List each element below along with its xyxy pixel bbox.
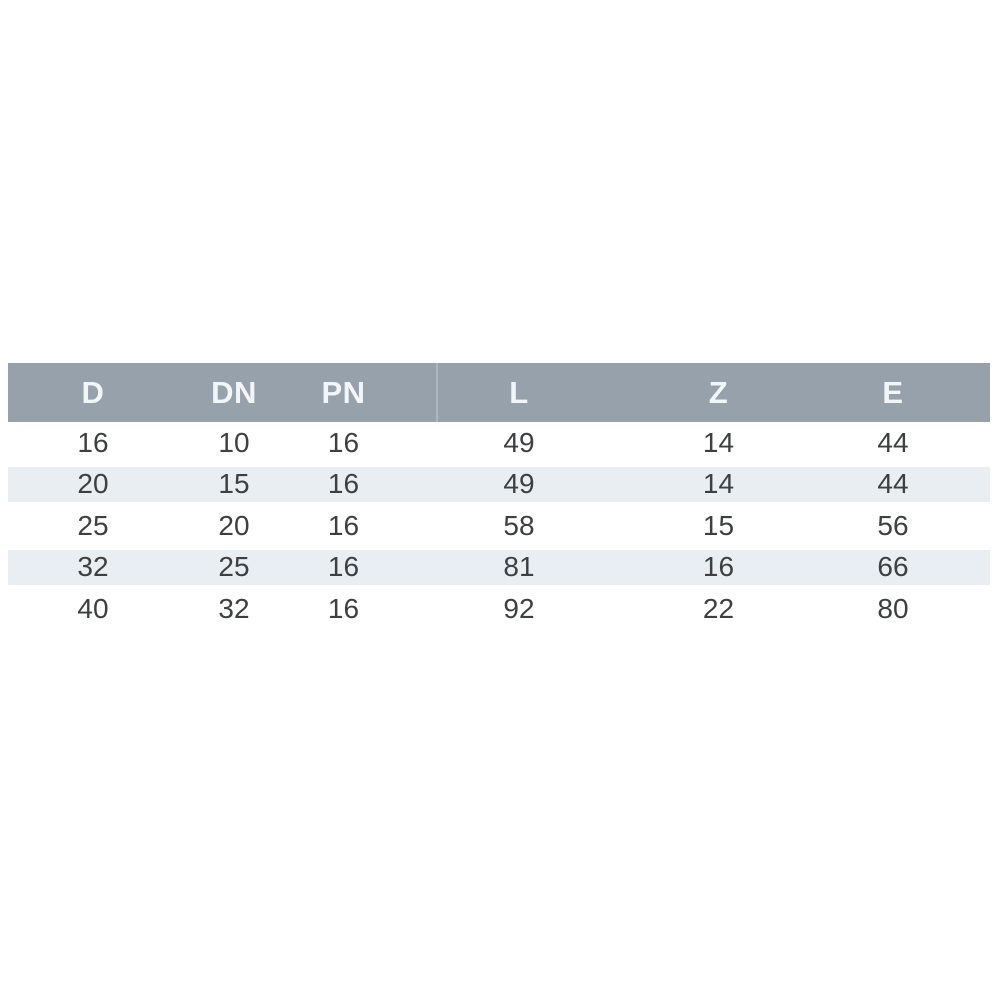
table-row: [8, 505, 990, 547]
cell-dn: 10: [178, 422, 290, 464]
cell-z: 15: [641, 505, 796, 547]
cell-e: 66: [796, 547, 990, 589]
cell-pn: 16: [290, 464, 397, 506]
column-header-pn: PN: [290, 363, 397, 422]
cell-z: 14: [641, 464, 796, 506]
cell-z: 22: [641, 588, 796, 630]
column-header-d: D: [8, 363, 178, 422]
cell-d: 32: [8, 547, 178, 589]
column-header-l: L: [397, 363, 641, 422]
cell-pn: 16: [290, 588, 397, 630]
cell-e: 44: [796, 464, 990, 506]
cell-z: 14: [641, 422, 796, 464]
cell-e: 80: [796, 588, 990, 630]
cell-l: 58: [397, 505, 641, 547]
cell-d: 20: [8, 464, 178, 506]
cell-l: 81: [397, 547, 641, 589]
cell-d: 40: [8, 588, 178, 630]
cell-d: 25: [8, 505, 178, 547]
cell-pn: 16: [290, 547, 397, 589]
cell-dn: 20: [178, 505, 290, 547]
table-row: [8, 422, 990, 464]
table-row: [8, 464, 990, 506]
table-row: [8, 547, 990, 589]
cell-dn: 25: [178, 547, 290, 589]
spec-table-canvas: [8, 363, 990, 630]
column-header-dn: DN: [178, 363, 290, 422]
column-header-z: Z: [641, 363, 796, 422]
cell-l: 49: [397, 464, 641, 506]
cell-d: 16: [8, 422, 178, 464]
cell-dn: 32: [178, 588, 290, 630]
dimension-spec-table: [8, 363, 990, 630]
cell-dn: 15: [178, 464, 290, 506]
cell-pn: 16: [290, 422, 397, 464]
table-row: [8, 588, 990, 630]
cell-z: 16: [641, 547, 796, 589]
cell-l: 49: [397, 422, 641, 464]
cell-l: 92: [397, 588, 641, 630]
cell-e: 56: [796, 505, 990, 547]
table-header-row: [8, 363, 990, 422]
cell-pn: 16: [290, 505, 397, 547]
column-header-e: E: [796, 363, 990, 422]
cell-e: 44: [796, 422, 990, 464]
